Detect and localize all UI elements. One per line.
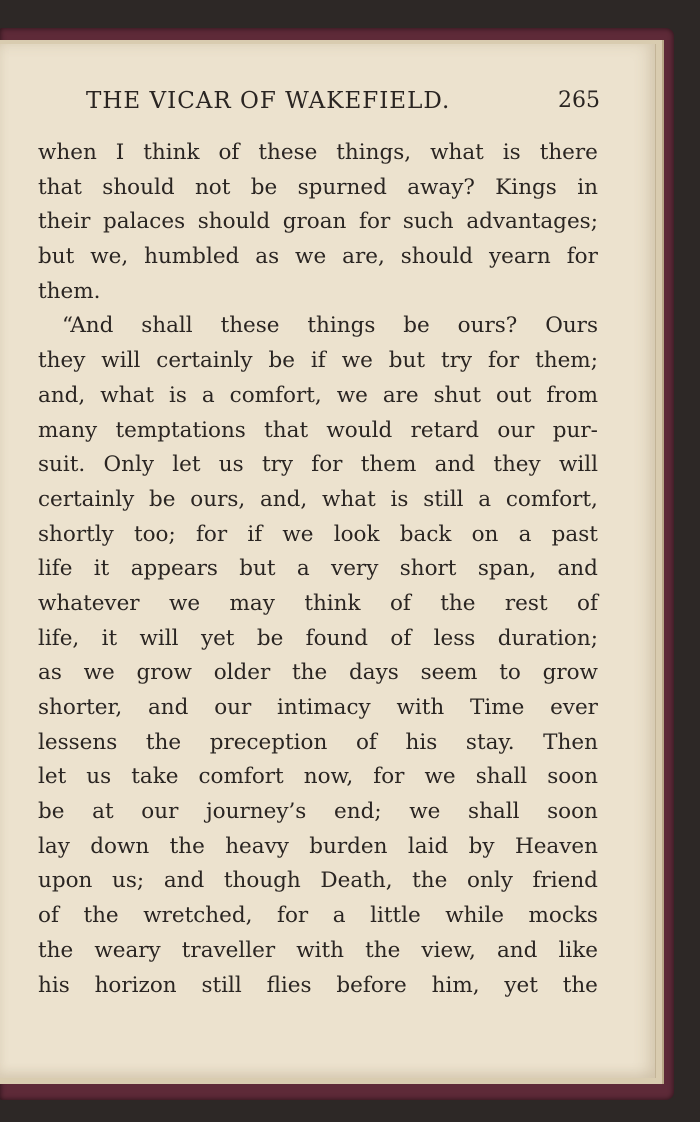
word: the [38,937,74,963]
word: certainly [156,348,253,374]
word: the [292,660,328,686]
word: little [370,903,421,929]
word: of [389,590,411,616]
text-line [38,830,598,865]
word: life, [38,625,80,651]
word: wretched, [143,903,253,929]
page-header [86,88,600,120]
word: them [360,452,417,478]
word: should [400,244,474,270]
word: less [433,625,476,651]
word: our [497,417,535,443]
word: Only [103,452,154,478]
word: they [493,452,541,478]
word: we, [90,244,129,270]
word: be [268,348,295,374]
word: be [250,174,278,200]
word: before [336,972,407,998]
word: we [295,244,327,270]
text-line [38,656,598,691]
word: we [336,382,368,408]
word: be [149,486,176,512]
word: whatever [38,590,140,616]
word: comfort, [505,486,598,512]
word: we [282,521,314,547]
word: the [145,729,182,755]
word: yet [504,972,538,998]
text-line [38,518,598,553]
word: very [331,556,379,582]
word: suit. [38,452,86,478]
word: too; [133,521,176,547]
word: things [307,313,376,339]
word: are, [342,244,385,270]
word: are [382,382,419,408]
word: certainly [38,486,135,512]
word: think [143,140,200,165]
word: shall [141,313,193,339]
word: Ours [545,313,598,339]
word: groan [282,209,347,235]
word: our [141,799,179,825]
word: soon [547,764,598,790]
word: Then [543,729,598,755]
word: a [478,486,492,512]
word: take [131,764,179,790]
word: end; [334,799,382,825]
word: ours, [190,486,246,512]
word: these [258,140,318,165]
word: comfort [198,764,284,790]
word: journey’s [206,799,307,825]
word: think [304,590,361,616]
word: for [566,244,598,270]
word: rest [504,590,548,616]
word: a [332,903,346,929]
text-line [38,552,598,587]
word: look [333,521,380,547]
word: let [172,452,201,478]
word: his [38,972,70,998]
word: “And [62,313,114,339]
word: we [83,660,115,686]
word: we [341,348,373,374]
word: from [546,382,598,408]
word: ours? [457,313,518,339]
text-line [38,934,598,969]
word: lay [38,833,70,859]
word: should [197,209,271,235]
word: shut [433,382,481,408]
word: appears [130,556,218,582]
word: the [412,868,448,894]
word: away? [407,174,475,200]
word: will [101,348,141,374]
word: a [296,556,310,582]
word: as [38,660,62,686]
word: our [214,695,252,720]
word: them; [535,348,598,374]
word: for [311,452,343,478]
word: horizon [94,972,177,998]
word: will [139,625,179,651]
word: is [168,382,187,408]
word: comfort, [229,382,322,408]
word: and [496,937,538,963]
word: of [355,729,377,755]
word: us [86,764,112,790]
word: soon [547,799,598,825]
word: and, [38,382,86,408]
word: the [169,833,205,859]
word: shall [468,799,520,825]
text-line [38,309,598,344]
word: may [229,590,275,616]
word: spurned [297,174,387,200]
word: it [93,556,110,582]
word: they [38,348,86,374]
word: the [440,590,476,616]
word: with [296,937,345,963]
word: such [402,209,454,235]
word: older [213,660,271,686]
text-line [38,171,598,206]
word: but [239,556,276,582]
word: but [38,244,75,270]
word: is [390,486,409,512]
word: ever [550,695,598,720]
word: these [220,313,280,339]
word: yet [200,625,235,651]
word: only [467,868,513,894]
word: their [38,209,91,235]
word: for [487,348,520,374]
word: shorter, [38,695,123,720]
word: should [102,174,175,200]
word: a [201,382,215,408]
word: if [310,348,326,374]
word: his [405,729,438,755]
word: for [359,209,391,235]
word: we [424,764,456,790]
text-line [38,448,598,483]
word: for [195,521,228,547]
word: friend [532,868,598,894]
word: grow [542,660,598,686]
word: back [399,521,452,547]
word: of [218,140,240,165]
word: what [322,486,376,512]
word: view, [421,937,476,963]
word: yearn [488,244,551,270]
word: what [430,140,484,165]
word: them. [38,278,101,304]
word: stay. [465,729,515,755]
word: past [551,521,598,547]
word: by [468,833,495,859]
text-line [38,864,598,899]
word: of [577,590,598,616]
word: him, [431,972,480,998]
word: Time [469,695,525,720]
word: Death, [320,868,393,894]
word: for [276,903,309,929]
word: burden [309,833,388,859]
word: days [349,660,399,686]
text-line [38,760,598,795]
word: like [558,937,598,963]
word: while [445,903,504,929]
word: and [163,868,205,894]
word: short [399,556,457,582]
word: upon [38,868,93,894]
word: the [562,972,598,998]
word: Heaven [514,833,598,859]
text-line [38,483,598,518]
text-line [38,344,598,379]
text-line [38,205,598,240]
text-line [38,275,598,310]
word: grow [136,660,192,686]
word: let [38,764,67,790]
word: that [264,417,309,443]
text-line [38,795,598,830]
word: we [409,799,441,825]
word: now, [303,764,354,790]
word: us [218,452,244,478]
word: found [305,625,369,651]
word: is [502,140,521,165]
word: what [100,382,154,408]
word: still [423,486,464,512]
word: the [365,937,401,963]
word: Kings [495,174,557,200]
word: be [38,799,65,825]
word: but [388,348,426,374]
word: out [495,382,532,408]
word: many [38,417,98,443]
body-text [38,136,598,1003]
word: the [83,903,119,929]
text-line [38,622,598,657]
word: down [90,833,150,859]
word: try [440,348,473,374]
word: preception [209,729,328,755]
word: still [201,972,242,998]
word: mocks [528,903,598,929]
word: if [247,521,263,547]
running-title: THE VICAR OF WAKEFIELD. [86,88,451,114]
word: on [471,521,499,547]
word: it [101,625,118,651]
word: laid [407,833,449,859]
text-line [38,969,598,1004]
word: intimacy [277,695,371,720]
word: us; [112,868,145,894]
word: retard [410,417,480,443]
word: pur- [552,417,598,443]
word: we [169,590,201,616]
word: things, [336,140,412,165]
word: as [255,244,280,270]
word: advantages; [466,209,598,235]
word: at [92,799,114,825]
text-line [38,136,598,171]
word: a [518,521,532,547]
word: try [261,452,294,478]
word: not [194,174,231,200]
word: of [390,625,412,651]
word: humbled [144,244,240,270]
word: shall [475,764,528,790]
word: I [115,140,125,165]
text-line [38,899,598,934]
word: palaces [103,209,186,235]
word: in [577,174,598,200]
word: would [326,417,393,443]
text-line [38,240,598,275]
word: and, [259,486,308,512]
word: span, [477,556,537,582]
word: temptations [115,417,246,443]
word: seem [420,660,478,686]
word: life [38,556,73,582]
text-line [38,726,598,761]
word: and [557,556,598,582]
word: shortly [38,521,114,547]
word: of [38,903,59,929]
word: and [147,695,189,720]
word: there [539,140,598,165]
word: traveller [181,937,276,963]
text-line [38,691,598,726]
text-line [38,587,598,622]
text-line [38,379,598,414]
word: to [499,660,521,686]
word: weary [94,937,161,963]
word: be [256,625,284,651]
word: heavy [225,833,289,859]
word: duration; [497,625,598,651]
word: when [38,140,97,165]
word: lessens [38,729,118,755]
word: be [403,313,430,339]
word: and [434,452,476,478]
word: with [396,695,445,720]
text-line [38,414,598,449]
word: for [373,764,405,790]
word: though [223,868,301,894]
word: will [558,452,598,478]
page-number: 265 [558,88,600,113]
word: that [38,174,82,200]
word: flies [266,972,312,998]
